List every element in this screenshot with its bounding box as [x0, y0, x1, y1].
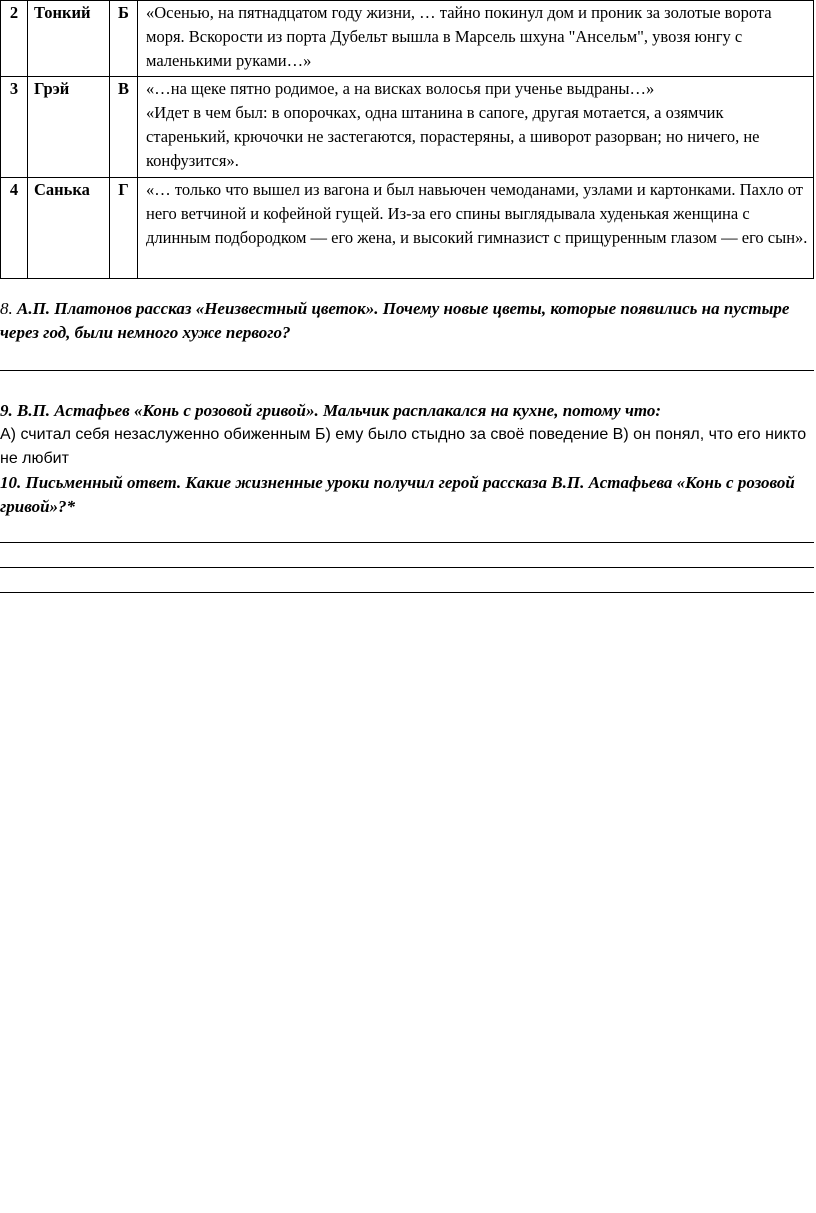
- character-name: Санька: [28, 178, 110, 279]
- quote-text: «… только что вышел из вагона и был навьючен чемоданами, узлами и картонками. Пахло от него ветчиной и кофейной гущей. Из-за его спины выглядывала худенькая женщина с длинным подбородком — его жена, и высокий гимназист с прищуренным глазом — его сын».: [146, 180, 808, 247]
- question-text: А.П. Платонов рассказ «Неизвестный цветок». Почему новые цветы, которые появились на пустыре через год, были немного хуже первого?: [0, 299, 790, 342]
- question-10: [0, 471, 812, 519]
- quote-cell: [138, 1, 814, 77]
- quote-text: «…на щеке пятно родимое, а на висках волосья при ученье выдраны…»: [146, 79, 655, 98]
- row-number: 4: [1, 178, 28, 279]
- answer-letter: В: [110, 77, 138, 178]
- row-number: 3: [1, 77, 28, 178]
- question-number: 8.: [0, 299, 13, 318]
- characters-table: [0, 0, 814, 279]
- answer-letter: Б: [110, 1, 138, 77]
- answer-line[interactable]: [0, 592, 814, 593]
- character-name: Грэй: [28, 77, 110, 178]
- answer-line[interactable]: [0, 567, 814, 568]
- answer-options: А) считал себя незаслуженно обиженным Б) ему было стыдно за своё поведение В) он понял, что его никто не любит: [0, 426, 807, 467]
- quote-text: «Осенью, на пятнадцатом году жизни, … тайно покинул дом и проник за золотые ворота моря. Вскорости из порта Дубельт вышла в Марсель шхуна "Ансельм", увозя юнгу с маленькими руками…»: [146, 3, 772, 70]
- question-9: [0, 399, 812, 519]
- answer-line[interactable]: [0, 370, 814, 371]
- table-row: [1, 77, 814, 178]
- quote-cell: [138, 77, 814, 178]
- question-text: . Письменный ответ. Какие жизненные уроки получил герой рассказа В.П. Астафьева «Конь с розовой гривой»?*: [0, 473, 795, 516]
- answer-line[interactable]: [0, 542, 814, 543]
- table-row: [1, 178, 814, 279]
- question-number: 10: [0, 473, 17, 492]
- table-row: [1, 1, 814, 77]
- question-text: В.П. Астафьев «Конь с розовой гривой». Мальчик расплакался на кухне, потому что:: [17, 401, 662, 420]
- character-name: Тонкий: [28, 1, 110, 77]
- row-number: 2: [1, 1, 28, 77]
- quote-text: «Идет в чем был: в опорочках, одна штанина в сапоге, другая мотается, а озямчик старенький, крючочки не застегаются, порастеряны, а шиворот разорван; но ничего, не конфузится».: [146, 103, 760, 170]
- question-8: [0, 297, 812, 345]
- question-number: 9.: [0, 401, 13, 420]
- quote-cell: [138, 178, 814, 279]
- answer-letter: Г: [110, 178, 138, 279]
